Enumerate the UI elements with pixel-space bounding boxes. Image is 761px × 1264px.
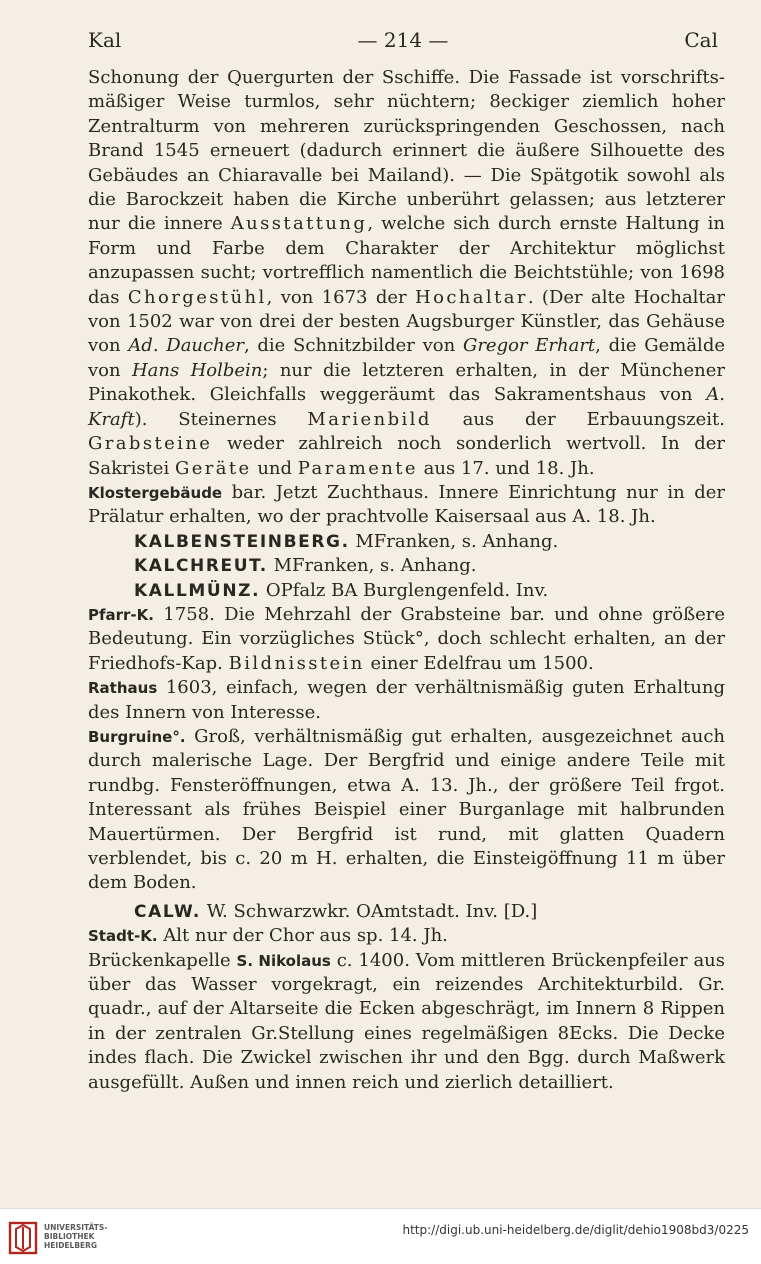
- intro-paragraph: Schonung der Quergurten der Sschiffe. Die Fassade ist vorschrifts-mäßiger Weise turmlos, sehr nüchtern; 8eckiger ziemlich hoher Zentralturm von mehreren zurückspringenden Geschossen, nach Brand 1545 erneuert (dadurch erinnert die äußere Silhouette des Gebäudes an Chiaravalle bei Mailand). — Die Spätgotik sowohl als die Barockzeit haben die Kirche unberührt gelassen; aus letzterer nur die innere Ausstattung, welche sich durch ernste Haltung in Form und Farbe dem Charakter der Architektur möglichst anzupassen sucht; vortrefflich namentlich die Beichtstühle; von 1698 das Chorgestühl, von 1673 der Hochaltar. (Der alte Hochaltar von 1502 war von drei der besten Augsburger Künstler, das Gehäuse von Ad. Daucher, die Schnitzbilder von Gregor Erhart, die Gemälde von Hans Holbein; nur die letzteren erhalten, in der Münchener Pinakothek. Gleichfalls weggeräumt das Sakramentshaus von A. Kraft). Steinernes Marienbild aus der Erbauungszeit. Grabsteine weder zahlreich noch sonderlich wertvoll. In der Sakristei Geräte und Paramente aus 17. und 18. Jh.: [88, 67, 726, 479]
- library-logo-icon: [8, 1221, 38, 1255]
- brueckenkapelle-paragraph: Brückenkapelle S. Nikolaus c. 1400. Vom mittleren Brückenpfeiler aus über das Wasser vorgekragt, ein reizendes Architekturbild. Gr. quadr., auf der Altarseite die Ecken abgeschrägt, im Innern 8 Rippen in der zentralen Gr.Stellung eines regelmäßigen 8Ecks. Die Decke indes flach. Die Zwickel zwischen ihr und den Bgg. durch Maßwerk ausgefüllt. Außen und innen reich und zierlich detailliert.: [88, 949, 726, 1093]
- header-left: Kal: [88, 28, 122, 52]
- running-header: [88, 28, 718, 58]
- rathaus-paragraph: Rathaus 1603, einfach, wegen der verhältnismäßig guten Erhaltung des Innern von Interesse.: [88, 677, 725, 723]
- stadtkirche-paragraph: Stadt-K. Alt nur der Chor aus sp. 14. Jh.: [88, 925, 448, 947]
- entry-kalbensteinberg: KALBENSTEINBERG. MFranken, s. Anhang.: [134, 530, 559, 552]
- pfarrkirche-paragraph: Pfarr-K. 1758. Die Mehrzahl der Grabsteine bar. und ohne größere Bedeutung. Ein vorzügliches Stück°, doch schlecht erhalten, an der Friedhofs-Kap. Bildnisstein einer Edelfrau um 1500.: [88, 603, 725, 674]
- burgruine-paragraph: Burgruine°. Groß, verhältnismäßig gut erhalten, ausgezeichnet auch durch malerische Lage. Der Bergfrid und einige andere Teile mit rundbg. Fensteröffnungen, etwa A. 13. Jh., der größere Teil frgot. Interessant als frühes Beispiel einer Burganlage mit halbrunden Mauertürmen. Der Bergfrid ist rund, mit glatten Quadern verblendet, bis c. 20 m H. erhalten, die Einsteigöffnung 11 m über dem Boden.: [88, 725, 725, 894]
- page-body: [88, 66, 725, 1095]
- header-right: Cal: [684, 28, 718, 52]
- source-url-link[interactable]: http://digi.ub.uni-heidelberg.de/diglit/dehio1908bd3/0225: [402, 1223, 749, 1237]
- entry-calw: CALW. W. Schwarzwkr. OAmtstadt. Inv. [D.]: [134, 900, 538, 922]
- entry-kallmuenz: KALLMÜNZ. OPfalz BA Burglengenfeld. Inv.: [134, 579, 549, 601]
- page-number: — 214 —: [357, 28, 449, 52]
- entry-kalchreut: KALCHREUT. MFranken, s. Anhang.: [134, 555, 477, 577]
- klostergebaeude-paragraph: Klostergebäude bar. Jetzt Zuchthaus. Innere Einrichtung nur in der Prälatur erhalten, wo der prachtvolle Kaisersaal aus A. 18. Jh.: [88, 481, 725, 528]
- library-name: UNIVERSITÄTS- BIBLIOTHEK HEIDELBERG: [44, 1223, 108, 1250]
- library-footer: [0, 1208, 761, 1264]
